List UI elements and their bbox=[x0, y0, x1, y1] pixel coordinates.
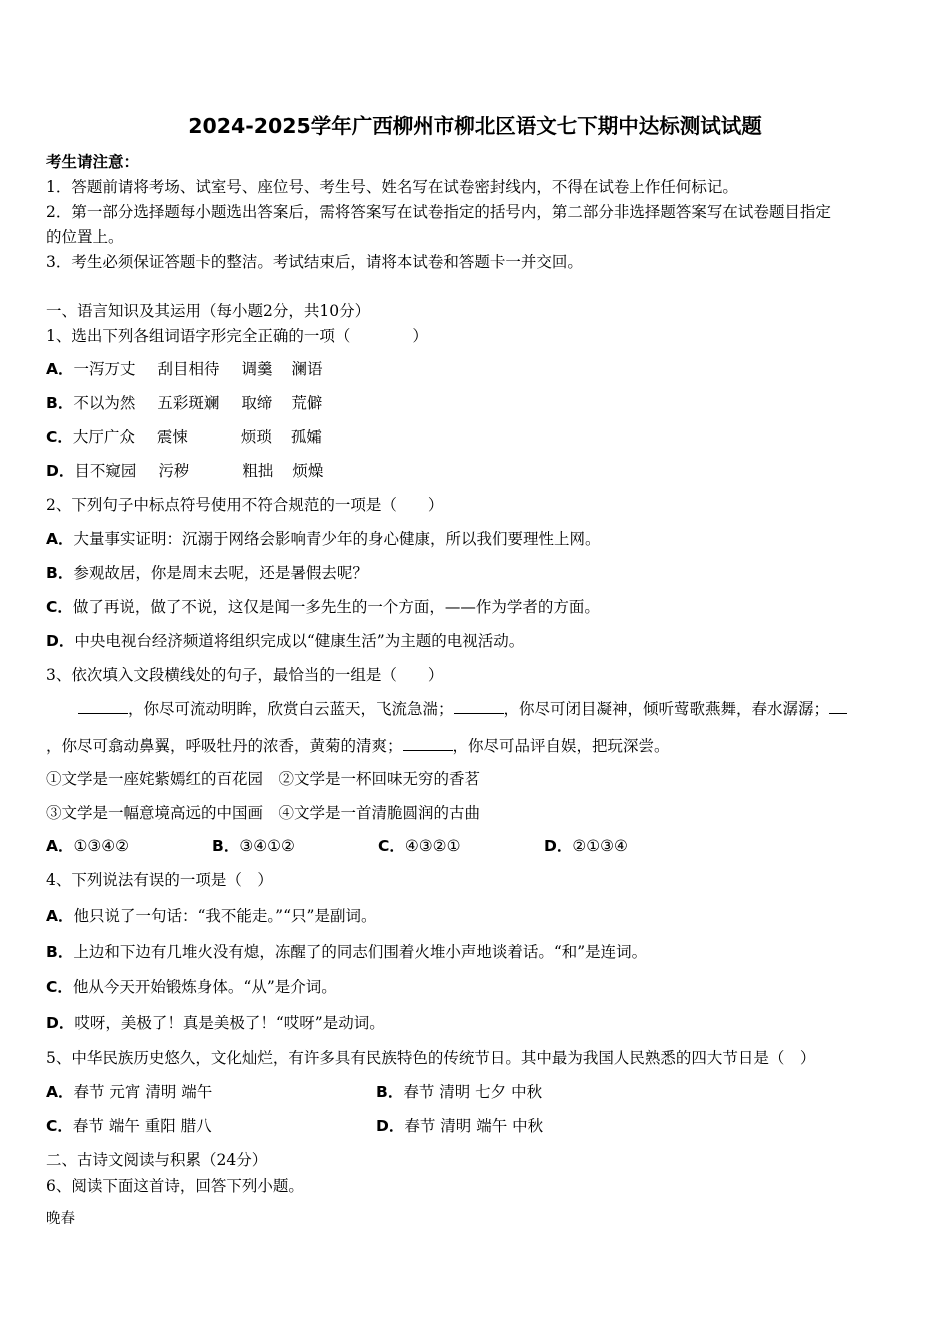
q3-option-b bbox=[212, 836, 378, 856]
word: 烦燥 bbox=[292, 462, 324, 480]
option-letter: A． bbox=[46, 1083, 74, 1101]
q2-option-d bbox=[46, 631, 524, 651]
q4-stem: 4、下列说法有误的一项是（ ） bbox=[46, 871, 273, 889]
q3-passage-line-2 bbox=[46, 736, 670, 756]
q5-options-row-1 bbox=[46, 1082, 542, 1102]
blank bbox=[829, 699, 847, 714]
q4-option-a bbox=[46, 906, 376, 926]
section-1-heading: 一、语言知识及其运用（每小题2分，共10分） bbox=[46, 302, 371, 320]
option-text: 中央电视台经济频道将组织完成以“健康生活”为主题的电视活动。 bbox=[74, 632, 525, 650]
q1-option-a bbox=[46, 359, 323, 379]
option-letter: C． bbox=[46, 1117, 73, 1135]
q4-option-d bbox=[46, 1013, 385, 1033]
q3-option-d bbox=[544, 836, 710, 856]
word: 澜语 bbox=[291, 360, 323, 378]
passage-text: ，你尽可翕动鼻翼，呼吸牡丹的浓香，黄菊的清爽； bbox=[46, 737, 403, 755]
word: 孤孀 bbox=[290, 428, 322, 446]
option-text: ④③②① bbox=[404, 837, 461, 855]
passage-text: ，你尽可闭目凝神，倾听莺歌燕舞，春水潺潺； bbox=[503, 700, 830, 718]
q1-stem: 1、选出下列各组词语字形完全正确的一项（ ） bbox=[46, 327, 428, 345]
notice-heading: 考生请注意： bbox=[46, 152, 140, 171]
option-text: ①③④② bbox=[73, 837, 130, 855]
q2-stem: 2、下列句子中标点符号使用不符合规范的一项是（ ） bbox=[46, 496, 444, 514]
option-letter: B． bbox=[376, 1083, 404, 1101]
option-letter: D． bbox=[544, 837, 573, 855]
blank bbox=[403, 736, 453, 751]
word: 一泻万丈 bbox=[73, 360, 136, 378]
word: 粗拙 bbox=[242, 462, 274, 480]
word: 震悚 bbox=[156, 428, 188, 446]
q1-option-c bbox=[46, 427, 322, 447]
q2-option-a bbox=[46, 529, 601, 549]
blank bbox=[454, 699, 504, 714]
q6-stem: 6、阅读下面这首诗，回答下列小题。 bbox=[46, 1177, 304, 1195]
option-letter: C． bbox=[378, 837, 405, 855]
q5-option-b bbox=[376, 1083, 542, 1101]
option-letter: D． bbox=[46, 1014, 75, 1032]
option-text: 大量事实证明：沉溺于网络会影响青少年的身心健康，所以我们要理性上网。 bbox=[73, 530, 601, 548]
section-2-heading: 二、古诗文阅读与积累（24分） bbox=[46, 1151, 268, 1169]
q5-stem: 5、中华民族历史悠久，文化灿烂，有许多具有民族特色的传统节日。其中最为我国人民熟悉的四大节日是（ ） bbox=[46, 1049, 816, 1067]
q1-option-b bbox=[46, 393, 322, 413]
option-text: 上边和下边有几堆火没有熄，冻醒了的同志们围着火堆小声地谈着话。“和”是连词。 bbox=[73, 943, 648, 961]
option-text: 春节 清明 端午 中秋 bbox=[404, 1117, 544, 1135]
option-letter: B． bbox=[46, 943, 74, 961]
q5-option-c bbox=[46, 1116, 376, 1136]
sentence: ②文学是一杯回味无穷的香茗 bbox=[278, 770, 481, 788]
q5-options-row-2 bbox=[46, 1116, 543, 1136]
q4-option-b bbox=[46, 942, 647, 962]
option-text: 他只说了一句话：“我不能走。”“只”是副词。 bbox=[73, 907, 377, 925]
word: 五彩斑斓 bbox=[157, 394, 220, 412]
q3-option-c bbox=[378, 836, 544, 856]
option-letter: A． bbox=[46, 907, 74, 925]
option-letter: D． bbox=[46, 462, 75, 480]
word: 大厅广众 bbox=[72, 428, 135, 446]
option-text: 春节 清明 七夕 中秋 bbox=[403, 1083, 543, 1101]
option-letter: A． bbox=[46, 530, 74, 548]
word: 污秽 bbox=[158, 462, 190, 480]
word: 调羹 bbox=[241, 360, 273, 378]
notice-item-2-cont: 的位置上。 bbox=[46, 228, 124, 246]
option-text: 做了再说，做了不说，这仅是闻一多先生的一个方面，——作为学者的方面。 bbox=[72, 598, 600, 616]
q4-option-c bbox=[46, 977, 337, 997]
option-letter: B． bbox=[212, 837, 240, 855]
poem-title: 晚春 bbox=[46, 1211, 75, 1227]
option-text: 他从今天开始锻炼身体。“从”是介词。 bbox=[72, 978, 337, 996]
word: 荒僻 bbox=[291, 394, 323, 412]
option-text: 参观故居，你是周末去呢，还是暑假去呢？ bbox=[73, 564, 368, 582]
q3-sentences-1 bbox=[46, 769, 480, 789]
word: 刮目相待 bbox=[157, 360, 220, 378]
sentence: ③文学是一幅意境高远的中国画 bbox=[46, 804, 264, 822]
option-letter: A． bbox=[46, 360, 74, 378]
option-letter: B． bbox=[46, 564, 74, 582]
option-text: ③④①② bbox=[239, 837, 295, 855]
option-letter: C． bbox=[46, 978, 73, 996]
notice-item-2: 2．第一部分选择题每小题选出答案后，需将答案写在试卷指定的括号内，第二部分非选择题答案写在试卷题目指定 bbox=[46, 203, 831, 221]
q5-option-a bbox=[46, 1082, 376, 1102]
q2-option-c bbox=[46, 597, 600, 617]
q5-option-d bbox=[376, 1117, 543, 1135]
option-letter: A． bbox=[46, 837, 74, 855]
option-text: 哎呀，美极了！真是美极了！“哎呀”是动词。 bbox=[74, 1014, 385, 1032]
option-letter: C． bbox=[46, 428, 73, 446]
word: 烦琐 bbox=[240, 428, 272, 446]
passage-text: ，你尽可流动明眸，欣赏白云蓝天，飞流急湍； bbox=[128, 700, 454, 718]
sentence: ④文学是一首清脆圆润的古曲 bbox=[278, 804, 481, 822]
sentence: ①文学是一座姹紫嫣红的百花园 bbox=[46, 770, 264, 788]
page-title: 2024-2025学年广西柳州市柳北区语文七下期中达标测试试题 bbox=[188, 114, 762, 138]
word: 取缔 bbox=[241, 394, 273, 412]
blank bbox=[78, 699, 128, 714]
q3-sentences-2 bbox=[46, 803, 480, 823]
word: 目不窥园 bbox=[74, 462, 137, 480]
option-text: 春节 端午 重阳 腊八 bbox=[72, 1117, 212, 1135]
option-letter: D． bbox=[376, 1117, 405, 1135]
word: 不以为然 bbox=[73, 394, 136, 412]
q3-passage-line-1 bbox=[78, 699, 847, 719]
q3-options bbox=[46, 836, 710, 856]
notice-item-3: 3．考生必须保证答题卡的整洁。考试结束后，请将本试卷和答题卡一并交回。 bbox=[46, 253, 583, 271]
option-text: ②①③④ bbox=[572, 837, 628, 855]
q2-option-b bbox=[46, 563, 368, 583]
option-letter: B． bbox=[46, 394, 74, 412]
q1-option-d bbox=[46, 461, 323, 481]
option-letter: D． bbox=[46, 632, 75, 650]
q3-stem: 3、依次填入文段横线处的句子，最恰当的一组是（ ） bbox=[46, 666, 444, 684]
passage-text: ，你尽可品评自娱，把玩深尝。 bbox=[452, 737, 670, 755]
q3-option-a bbox=[46, 836, 212, 856]
option-text: 春节 元宵 清明 端午 bbox=[73, 1083, 213, 1101]
option-letter: C． bbox=[46, 598, 73, 616]
notice-item-1: 1．答题前请将考场、试室号、座位号、考生号、姓名写在试卷密封线内，不得在试卷上作任何标记。 bbox=[46, 178, 738, 196]
